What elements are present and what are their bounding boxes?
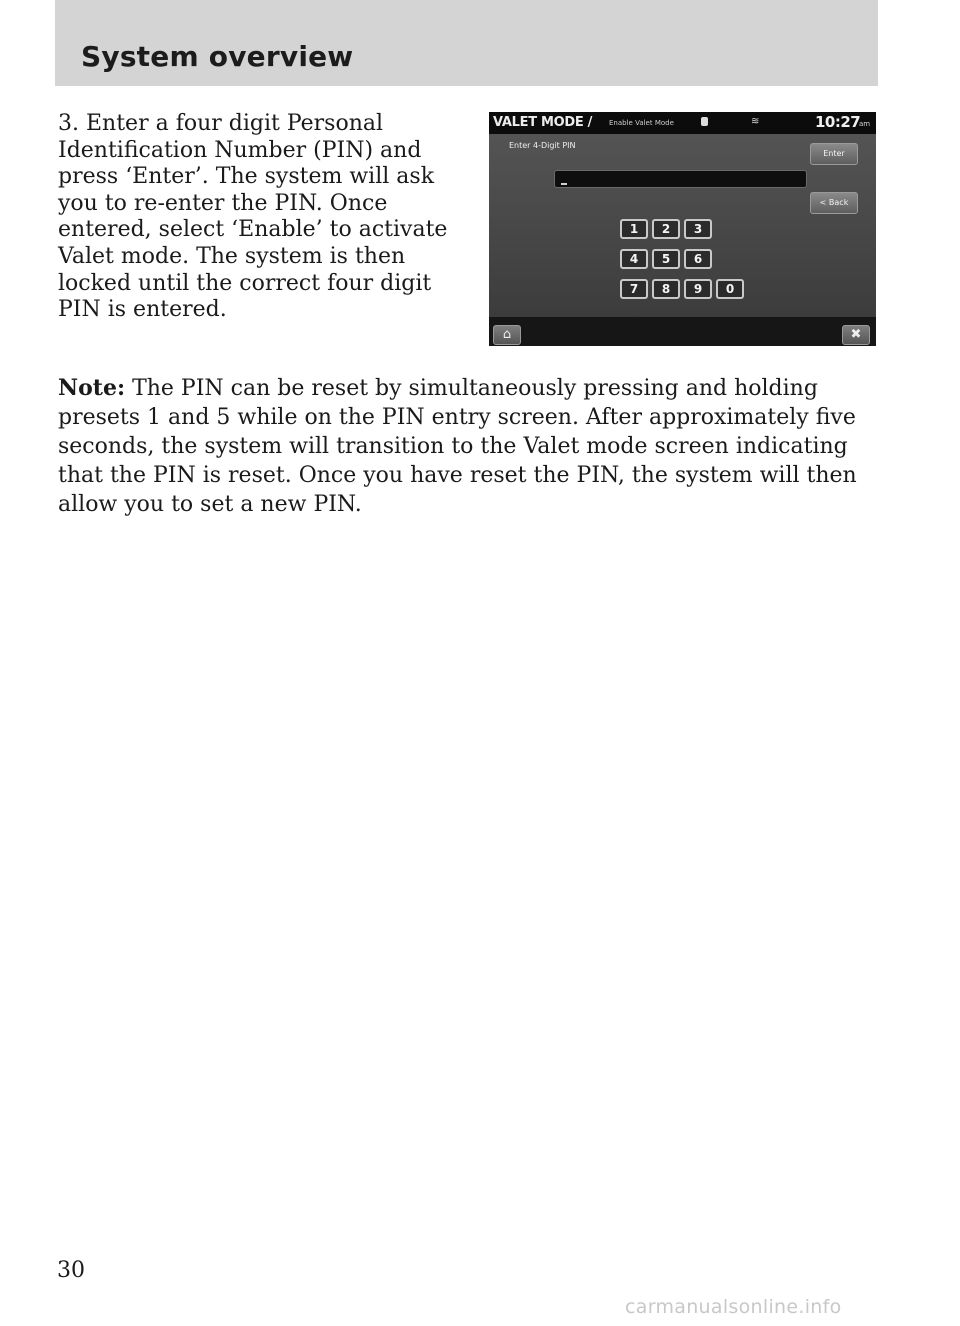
keypad-key-4[interactable]: 4 xyxy=(620,249,648,269)
watermark: carmanualsonline.info xyxy=(625,1296,842,1318)
close-icon[interactable]: ✖ xyxy=(842,325,870,345)
keypad-key-5[interactable]: 5 xyxy=(652,249,680,269)
pin-entry-field[interactable] xyxy=(554,170,807,188)
note-text: The PIN can be reset by simultaneously pressing and holding presets 1 and 5 while on the PIN entry screen. After approximately five seconds, the system will transition to the Valet mode screen indicating that the PIN is reset. Once you have reset the PIN, the system will then allow you to set a new PIN. xyxy=(58,376,857,517)
screen-ampm: am xyxy=(859,120,871,128)
text-cursor xyxy=(561,183,567,185)
screen-bottom-bar xyxy=(489,317,876,346)
keypad-key-9[interactable]: 9 xyxy=(684,279,712,299)
pin-entry-panel xyxy=(489,134,876,317)
signal-icon: ≋ xyxy=(751,116,760,127)
page-number: 30 xyxy=(57,1258,85,1283)
note-paragraph xyxy=(58,374,878,519)
enter-button[interactable]: Enter xyxy=(810,143,858,165)
screen-title: VALET MODE / xyxy=(493,115,593,130)
keypad-key-3[interactable]: 3 xyxy=(684,219,712,239)
back-button[interactable]: < Back xyxy=(810,192,858,214)
note-label: Note: xyxy=(58,375,126,401)
keypad-key-1[interactable]: 1 xyxy=(620,219,648,239)
keypad-key-8[interactable]: 8 xyxy=(652,279,680,299)
valet-mode-screenshot xyxy=(489,112,876,346)
section-title: System overview xyxy=(81,40,354,73)
keypad-key-6[interactable]: 6 xyxy=(684,249,712,269)
keypad-key-0[interactable]: 0 xyxy=(716,279,744,299)
page-header xyxy=(55,0,878,86)
screen-subtitle: Enable Valet Mode xyxy=(609,119,674,127)
pin-prompt: Enter 4-Digit PIN xyxy=(509,141,576,150)
screen-title-bar xyxy=(489,112,876,134)
keypad-key-7[interactable]: 7 xyxy=(620,279,648,299)
home-icon[interactable]: ⌂ xyxy=(493,325,521,345)
status-indicator-icon xyxy=(701,117,708,126)
step-3-text: 3. Enter a four digit Personal Identification Number (PIN) and press ‘Enter’. The system will ask you to re-enter the PIN. Once entered, select ‘Enable’ to activate Valet mode. The system is then locked until the correct four digit PIN is entered. xyxy=(58,111,448,323)
screen-clock: 10:27 xyxy=(815,113,861,131)
keypad-key-2[interactable]: 2 xyxy=(652,219,680,239)
